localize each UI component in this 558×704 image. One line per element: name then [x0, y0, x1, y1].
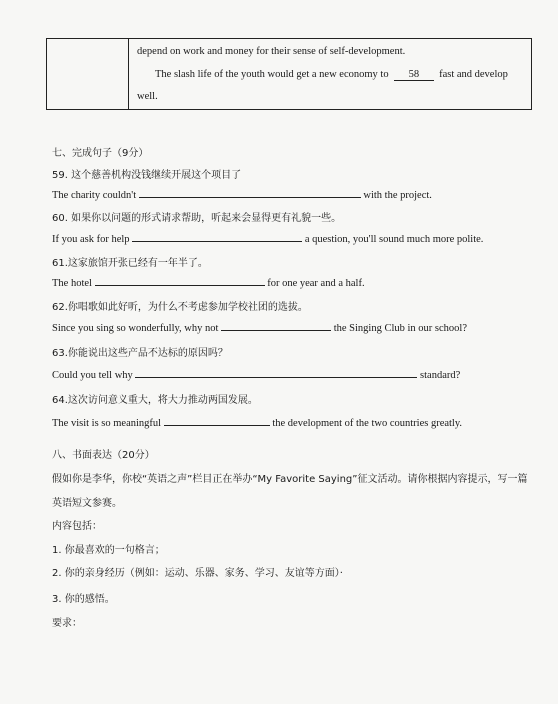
q63-before: Could you tell why: [52, 370, 133, 381]
q62-before: Since you sing so wonderfully, why not: [52, 323, 219, 334]
q61-before: The hotel: [52, 278, 92, 289]
content-point-1: 1. 你最喜欢的一句格言；: [52, 545, 165, 556]
q64-before: The visit is so meaningful: [52, 418, 162, 429]
content-label: 内容包括：: [52, 521, 102, 532]
q62-answer-blank[interactable]: [221, 321, 331, 331]
q61-after: for one year and a half.: [267, 278, 365, 289]
q61-answer-blank[interactable]: [95, 276, 265, 286]
q59-sentence: [52, 188, 432, 201]
q60-before: If you ask for help: [52, 234, 130, 245]
section-7-heading: 七、完成句子（9分）: [52, 148, 149, 159]
passage-table: [46, 38, 532, 110]
q60-after: a question, you'll sound much more polite.: [304, 234, 484, 245]
q64-chinese: 64.这次访问意义重大，将大力推动两国发展。: [52, 395, 258, 406]
q63-chinese: 63.你能说出这些产品不达标的原因吗？: [52, 348, 228, 359]
q60-chinese: 60. 如果你以问题的形式请求帮助，听起来会显得更有礼貌一些。: [52, 213, 342, 224]
q64-sentence: [52, 416, 462, 429]
q60-sentence: [52, 232, 483, 245]
q64-after: the development of the two countries greatly.: [272, 418, 463, 429]
q61-sentence: [52, 276, 365, 289]
table-left-cell: [47, 39, 129, 109]
passage-line-1: depend on work and money for their sense of self-development.: [137, 46, 406, 57]
q63-sentence: [52, 368, 460, 381]
writing-prompt-line-1: 假如你是李华，你校“英语之声”栏目正在举办“My Favorite Saying”征文活动。请你根据内容提示，写一篇: [52, 474, 528, 485]
q59-after: with the project.: [363, 190, 432, 201]
q62-sentence: [52, 321, 467, 334]
q59-chinese: 59. 这个慈善机构没钱继续开展这个项目了: [52, 170, 242, 181]
writing-prompt-line-2: 英语短文参赛。: [52, 498, 122, 509]
requirements-label: 要求：: [52, 618, 82, 629]
q59-before: The charity couldn't: [52, 190, 137, 201]
q59-answer-blank[interactable]: [139, 188, 361, 198]
content-point-2: 2. 你的亲身经历（例如：运动、乐器、家务、学习、友谊等方面）·: [52, 568, 343, 579]
passage-line-2: [155, 69, 508, 81]
content-point-3: 3. 你的感悟。: [52, 594, 115, 605]
q60-answer-blank[interactable]: [132, 232, 302, 242]
q62-chinese: 62.你唱歌如此好听，为什么不考虑参加学校社团的选拔。: [52, 302, 308, 313]
section-8-heading: 八、书面表达（20分）: [52, 450, 155, 461]
q63-answer-blank[interactable]: [135, 368, 417, 378]
q64-answer-blank[interactable]: [164, 416, 270, 426]
passage-line-2-before: The slash life of the youth would get a new economy to: [155, 69, 389, 80]
passage-line-3: well.: [137, 91, 158, 102]
passage-line-2-after: fast and develop: [439, 69, 508, 80]
q63-after: standard?: [420, 370, 461, 381]
q62-after: the Singing Club in our school?: [333, 323, 467, 334]
q61-chinese: 61.这家旅馆开张已经有一年半了。: [52, 258, 208, 269]
blank-58[interactable]: 58: [394, 69, 434, 81]
